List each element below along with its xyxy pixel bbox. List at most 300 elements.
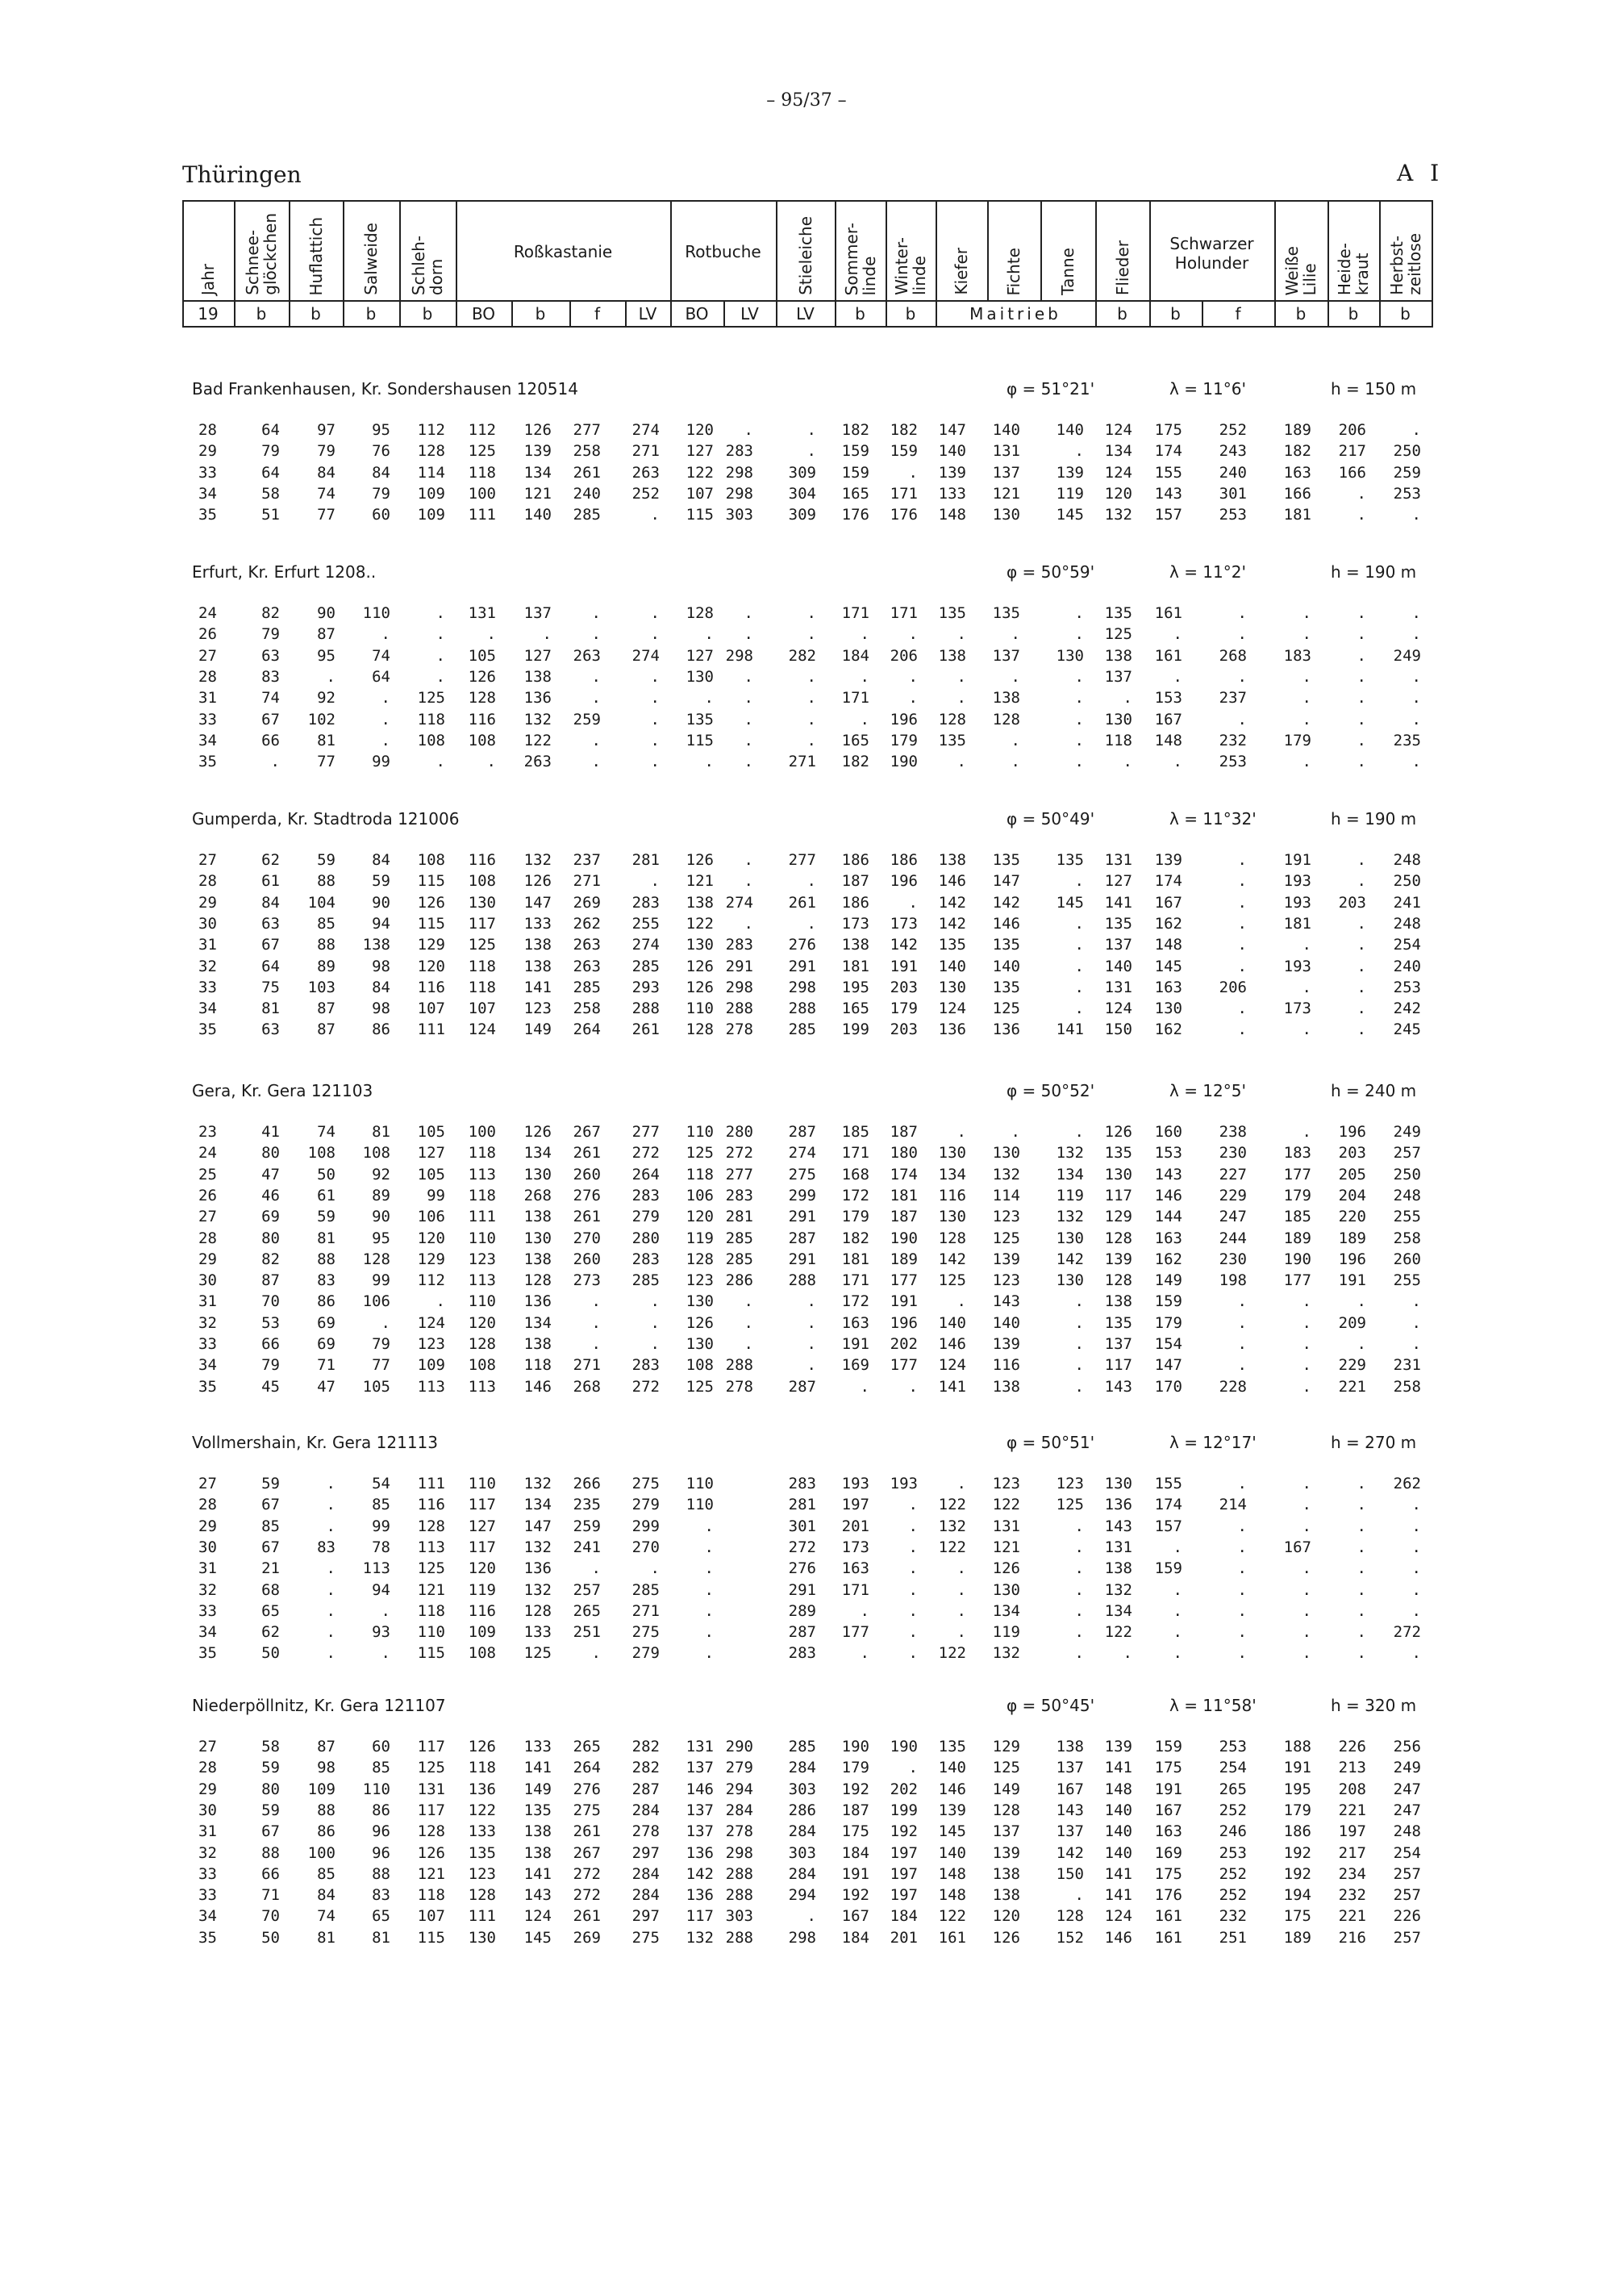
value-cell: 270 [573,1229,601,1247]
value-cell: 182 [841,1229,869,1247]
value-cell: 191 [841,1335,869,1353]
year-cell: 28 [198,667,217,686]
value-cell: 79 [372,1335,390,1353]
value-cell: . [591,625,601,644]
value-cell: 105 [362,1377,390,1396]
value-cell: 291 [788,957,816,975]
table-row [0,1538,1613,1559]
value-cell: 124 [1104,1907,1132,1926]
value-cell: . [806,442,816,461]
value-cell: 245 [1393,1021,1421,1039]
value-cell: 133 [938,484,966,503]
value-cell: 97 [317,421,336,439]
value-cell: . [1074,872,1084,891]
value-cell: 248 [1393,914,1421,933]
value-cell: 193 [890,1475,918,1492]
value-cell: 193 [841,1475,869,1492]
value-cell: . [650,667,660,686]
value-cell: 263 [523,753,552,771]
value-cell: 213 [1338,1759,1366,1777]
value-cell: 190 [890,753,918,771]
value-cell: 283 [725,442,753,461]
value-cell: . [1357,1496,1366,1514]
year-cell: 26 [198,625,217,644]
value-cell: . [1237,1356,1247,1375]
value-cell: 114 [992,1186,1020,1204]
value-cell: 285 [631,1580,660,1599]
value-cell: . [806,421,816,439]
value-cell: 93 [372,1623,390,1642]
value-cell: 250 [1393,1165,1421,1183]
value-cell: . [1123,753,1132,771]
value-cell: 160 [1154,1123,1182,1141]
value-cell: . [1357,1021,1366,1039]
value-cell: 141 [523,978,552,996]
value-cell: 294 [788,1886,816,1905]
station-block [0,809,1613,1050]
value-cell: 117 [417,1801,445,1819]
value-cell: . [1237,1601,1247,1620]
value-cell: . [1074,1000,1084,1018]
value-cell: 231 [1393,1356,1421,1375]
column-label: Winter- linde [892,237,929,295]
value-cell: . [1237,1475,1247,1492]
value-cell: 253 [1393,978,1421,996]
year-cell: 30 [198,1538,217,1556]
table-row [0,1644,1613,1665]
value-cell: 140 [992,957,1020,975]
value-cell: 139 [1154,851,1182,869]
value-cell: . [650,689,660,708]
value-cell: 130 [992,506,1020,524]
value-cell: 61 [317,1186,336,1204]
value-cell: 272 [573,1864,601,1883]
value-cell: 187 [841,1801,869,1819]
value-cell: 272 [631,1144,660,1163]
value-cell: 243 [1219,442,1247,461]
value-cell: 112 [468,421,496,439]
value-cell: 249 [1393,646,1421,665]
value-cell: 140 [938,442,966,461]
value-cell: 135 [992,851,1020,869]
value-cell: 221 [1338,1907,1366,1926]
value-cell: 135 [938,604,966,622]
value-cell: 273 [573,1271,601,1290]
value-cell: 128 [468,689,496,708]
value-cell: . [908,1517,918,1535]
value-cell: . [1237,872,1247,891]
value-cell: 106 [686,1186,714,1204]
value-cell: 85 [317,914,336,933]
value-cell: 99 [427,1186,445,1204]
value-cell: 232 [1219,731,1247,749]
value-cell: 138 [523,1208,552,1226]
section-id: A I [1397,160,1444,186]
value-cell: 126 [686,957,714,975]
value-cell: 137 [992,463,1020,482]
table-row [0,979,1613,1000]
value-cell: 260 [573,1250,601,1268]
value-cell: 176 [1154,1886,1182,1905]
value-cell: 191 [890,1292,918,1311]
value-cell: . [1411,1559,1421,1578]
value-cell: 197 [841,1496,869,1514]
value-cell: 237 [1219,689,1247,708]
value-cell: 127 [417,1144,445,1163]
value-cell: . [1237,1559,1247,1578]
value-cell: 128 [1104,1229,1132,1247]
value-cell: 256 [1393,1738,1421,1755]
value-cell: 130 [1056,646,1084,665]
value-cell: 84 [317,463,336,482]
value-cell: 288 [725,1000,753,1018]
table-row [0,506,1613,527]
column-code: BO [471,304,496,324]
value-cell: 253 [1219,1738,1247,1755]
value-cell: 260 [573,1165,601,1183]
value-cell: 133 [523,1623,552,1642]
value-cell: 139 [1104,1738,1132,1755]
value-cell: 64 [261,463,280,482]
value-cell: 75 [261,978,280,996]
value-cell: 187 [890,1208,918,1226]
value-cell: 129 [1104,1208,1132,1226]
value-cell: . [806,625,816,644]
value-cell: 226 [1338,1738,1366,1755]
value-cell: 106 [362,1292,390,1311]
value-cell: 118 [417,1601,445,1620]
value-cell: 277 [631,1123,660,1141]
value-cell: 274 [725,893,753,912]
value-cell: . [704,689,714,708]
value-cell: 203 [1338,1144,1366,1163]
year-cell: 35 [198,1928,217,1947]
value-cell: 110 [362,1780,390,1798]
value-cell: . [744,625,753,644]
station-height: h = 190 m [1331,809,1417,829]
year-cell: 28 [198,872,217,891]
value-cell: . [436,1292,445,1311]
value-cell: 149 [523,1021,552,1039]
value-cell: 272 [631,1377,660,1396]
value-cell: . [650,1335,660,1353]
value-cell: 94 [372,914,390,933]
value-cell: 117 [1104,1356,1132,1375]
value-cell: 179 [890,731,918,749]
year-cell: 28 [198,1229,217,1247]
value-cell: 110 [468,1292,496,1311]
column-code: b [855,304,865,324]
value-cell: . [1357,1292,1366,1311]
value-cell: 291 [788,1250,816,1268]
value-cell: 177 [1283,1165,1311,1183]
value-cell: 165 [841,1000,869,1018]
value-cell: . [1302,936,1311,954]
value-cell: 79 [261,625,280,644]
value-cell: 120 [686,1208,714,1226]
value-cell: . [806,1313,816,1332]
value-cell: . [1302,1335,1311,1353]
value-cell: 110 [468,1229,496,1247]
value-cell: 182 [1283,442,1311,461]
value-cell: 196 [1338,1123,1366,1141]
value-cell: 163 [1283,463,1311,482]
value-cell: 119 [1056,1186,1084,1204]
value-cell: 130 [1056,1229,1084,1247]
value-cell: 146 [686,1780,714,1798]
station-latitude: φ = 50°59' [1007,562,1095,582]
value-cell: 128 [468,1335,496,1353]
value-cell: . [1302,1021,1311,1039]
value-cell: 105 [417,1165,445,1183]
table-row [0,1021,1613,1042]
value-cell: 285 [725,1250,753,1268]
value-cell: 143 [1154,1165,1182,1183]
value-cell: 142 [890,936,918,954]
value-cell: 130 [938,1208,966,1226]
value-cell: . [908,1644,918,1663]
value-cell: . [650,872,660,891]
value-cell: 199 [841,1021,869,1039]
value-cell: 202 [890,1335,918,1353]
value-cell: . [1357,1559,1366,1578]
value-cell: . [1237,1313,1247,1332]
value-cell: 238 [1219,1123,1247,1141]
value-cell: . [908,1601,918,1620]
value-cell: 121 [992,1538,1020,1556]
value-cell: 140 [1104,957,1132,975]
value-cell: . [806,1335,816,1353]
value-cell: . [326,1623,336,1642]
value-cell: 284 [788,1864,816,1883]
value-cell: 258 [573,442,601,461]
value-cell: 88 [261,1843,280,1862]
value-cell: 135 [992,604,1020,622]
value-cell: 126 [417,893,445,912]
value-cell: 159 [890,442,918,461]
value-cell: 136 [523,689,552,708]
value-cell: . [860,625,869,644]
value-cell: 124 [1104,421,1132,439]
value-cell: 62 [261,851,280,869]
year-cell: 32 [198,957,217,975]
table-row [0,1250,1613,1271]
value-cell: 76 [372,442,390,461]
value-cell: . [436,625,445,644]
value-cell: 167 [1154,710,1182,728]
table-row [0,421,1613,442]
value-cell: 145 [1056,893,1084,912]
year-cell: 35 [198,753,217,771]
value-cell: 135 [1056,851,1084,869]
station-latitude: φ = 50°52' [1007,1081,1095,1100]
value-cell: 196 [1338,1250,1366,1268]
value-cell: 153 [1154,1144,1182,1163]
value-cell: 237 [573,851,601,869]
value-cell: 90 [372,1208,390,1226]
value-cell: 277 [788,851,816,869]
value-cell: 257 [1393,1864,1421,1883]
value-cell: 125 [468,442,496,461]
value-cell: 90 [317,604,336,622]
value-cell: 279 [631,1644,660,1663]
value-cell: 261 [573,463,601,482]
value-cell: 289 [788,1601,816,1620]
value-cell: 60 [372,1738,390,1755]
value-cell: 186 [841,893,869,912]
value-cell: . [1074,1377,1084,1396]
value-cell: 191 [1154,1780,1182,1798]
value-cell: 285 [788,1021,816,1039]
value-cell: 220 [1338,1208,1366,1226]
value-cell: . [650,1292,660,1311]
value-cell: 254 [1393,936,1421,954]
value-cell: 284 [725,1801,753,1819]
value-cell: 147 [1154,1356,1182,1375]
value-cell: 171 [841,1580,869,1599]
value-cell: . [1237,1021,1247,1039]
value-cell: 79 [261,442,280,461]
year-cell: 31 [198,1292,217,1311]
value-cell: . [1357,957,1366,975]
value-cell: . [1074,442,1084,461]
value-cell: 105 [417,1123,445,1141]
value-cell: 181 [1283,914,1311,933]
value-cell: 134 [938,1165,966,1183]
value-cell: 150 [1056,1864,1084,1883]
value-cell: 135 [686,710,714,728]
value-cell: 186 [841,851,869,869]
value-cell: 191 [1283,851,1311,869]
value-cell: . [860,1601,869,1620]
value-cell: 124 [938,1356,966,1375]
value-cell: 281 [788,1496,816,1514]
value-cell: 128 [686,1250,714,1268]
value-cell: . [744,1292,753,1311]
value-cell: 181 [841,957,869,975]
value-cell: . [381,1644,390,1663]
value-cell: 186 [1283,1822,1311,1841]
column-label: Jahr [198,263,218,295]
value-cell: 191 [1338,1271,1366,1290]
table-row [0,1356,1613,1377]
value-cell: 123 [468,1250,496,1268]
column-code: b [1170,304,1181,324]
value-cell: 259 [1393,463,1421,482]
value-cell: 138 [1104,646,1132,665]
value-cell: 253 [1219,1843,1247,1862]
year-cell: 27 [198,646,217,665]
value-cell: . [381,1313,390,1332]
value-cell: 124 [1104,463,1132,482]
value-cell: . [704,753,714,771]
value-cell: 100 [468,484,496,503]
value-cell: 128 [686,604,714,622]
value-cell: . [744,667,753,686]
value-cell: 275 [631,1475,660,1492]
value-cell: 126 [1104,1123,1132,1141]
value-cell: 159 [1154,1292,1182,1311]
value-cell: 275 [631,1928,660,1947]
value-cell: 117 [686,1907,714,1926]
value-cell: 59 [317,1208,336,1226]
table-row [0,732,1613,753]
value-cell: 110 [686,1000,714,1018]
value-cell: 279 [631,1208,660,1226]
value-cell: 88 [372,1864,390,1883]
value-cell: 268 [573,1377,601,1396]
value-cell: 113 [468,1165,496,1183]
value-cell: 82 [261,604,280,622]
value-cell: . [957,689,966,708]
value-cell: . [1173,625,1182,644]
value-cell: 131 [992,1517,1020,1535]
value-cell: . [1411,506,1421,524]
value-cell: . [908,1496,918,1514]
value-cell: . [1357,625,1366,644]
value-cell: 132 [1056,1144,1084,1163]
value-cell: 79 [372,484,390,503]
value-cell: 221 [1338,1377,1366,1396]
value-cell: 62 [261,1623,280,1642]
value-cell: 217 [1338,1843,1366,1862]
value-cell: . [1173,1601,1182,1620]
value-cell: 115 [417,872,445,891]
value-cell: 240 [1393,957,1421,975]
value-cell: . [1302,710,1311,728]
value-cell: 177 [890,1356,918,1375]
station-longitude: λ = 12°17' [1169,1433,1257,1452]
value-cell: 130 [468,893,496,912]
value-cell: . [744,710,753,728]
value-cell: 110 [686,1123,714,1141]
value-cell: 135 [523,1801,552,1819]
value-cell: 108 [307,1144,336,1163]
year-cell: 27 [198,851,217,869]
value-cell: 143 [523,1886,552,1905]
value-cell: 142 [938,914,966,933]
value-cell: . [650,710,660,728]
value-cell: 276 [573,1780,601,1798]
column-code: 19 [198,304,219,324]
value-cell: 240 [1219,463,1247,482]
value-cell: 146 [938,1780,966,1798]
value-cell: 135 [1104,914,1132,933]
value-cell: 174 [1154,1496,1182,1514]
year-cell: 33 [198,1601,217,1620]
value-cell: 173 [1283,1000,1311,1018]
value-cell: 190 [841,1738,869,1755]
value-cell: . [486,753,496,771]
value-cell: . [486,625,496,644]
value-cell: . [1011,731,1020,749]
table-row [0,1623,1613,1644]
value-cell: 278 [725,1377,753,1396]
table-row [0,1886,1613,1907]
value-cell: 142 [992,893,1020,912]
value-cell: . [957,1475,966,1492]
value-cell: 131 [468,604,496,622]
value-cell: . [591,753,601,771]
value-cell: 271 [573,872,601,891]
value-cell: 59 [317,851,336,869]
value-cell: 179 [841,1208,869,1226]
value-cell: 102 [307,710,336,728]
value-cell: 140 [523,506,552,524]
value-cell: 265 [1219,1780,1247,1798]
value-cell: 135 [1104,1144,1132,1163]
header-col-rule [987,200,989,300]
